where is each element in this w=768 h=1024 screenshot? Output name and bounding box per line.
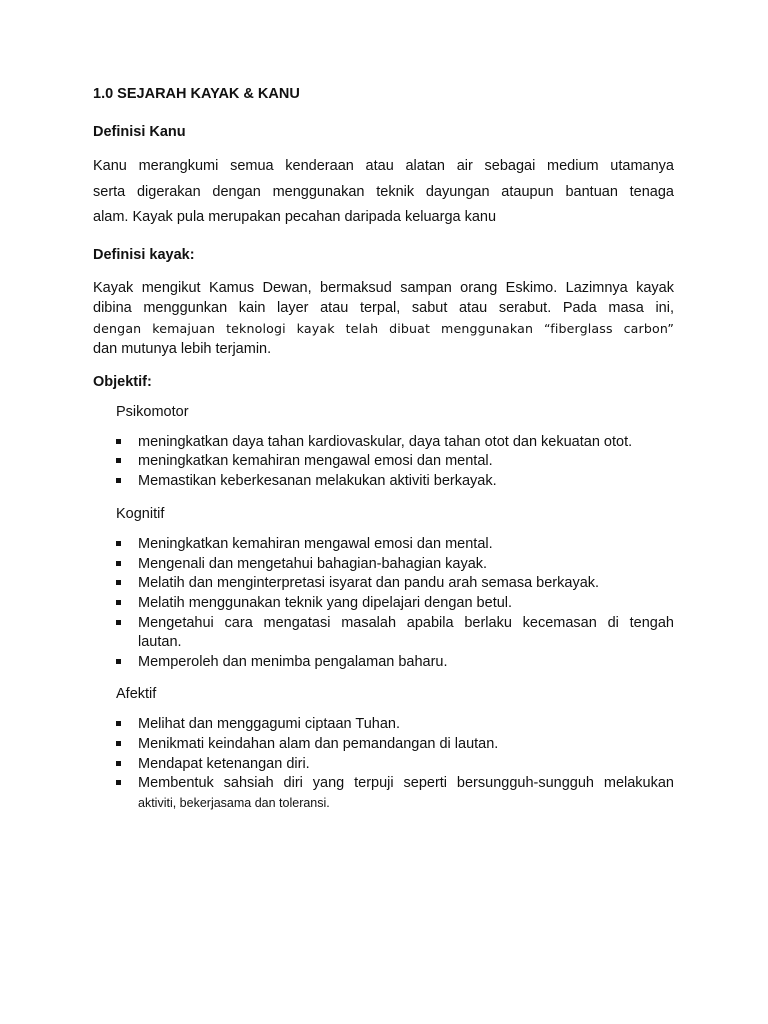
bullet-square-icon xyxy=(116,780,121,785)
bullet-square-icon xyxy=(116,761,121,766)
list-afektif xyxy=(93,715,674,813)
list-item: Menikmati keindahan alam dan pemandangan di lautan. xyxy=(116,735,674,755)
paragraph-line: dibina menggunkan kain layer atau terpal, sabut atau serabut. Pada masa ini, xyxy=(93,300,674,316)
bullet-square-icon xyxy=(116,439,121,444)
subheading-afektif: Afektif xyxy=(116,686,157,703)
bullet-square-icon xyxy=(116,620,121,625)
paragraph-line: serta digerakan dengan menggunakan teknik dayungan ataupun bantuan tenaga xyxy=(93,183,674,200)
paragraph-line: alam. Kayak pula merupakan pecahan daripada keluarga kanu xyxy=(93,209,497,225)
list-kognitif xyxy=(93,535,674,672)
subheading-psikomotor: Psikomotor xyxy=(116,403,189,420)
bullet-square-icon xyxy=(116,561,121,566)
bullet-square-icon xyxy=(116,721,121,726)
bullet-square-icon xyxy=(116,458,121,463)
list-item: meningkatkan kemahiran mengawal emosi dan mental. xyxy=(116,452,674,472)
list-psikomotor xyxy=(93,433,674,492)
list-item: Memperoleh dan menimba pengalaman baharu. xyxy=(116,653,674,673)
document-title: 1.0 SEJARAH KAYAK & KANU xyxy=(93,86,300,102)
heading-objektif: Objektif: xyxy=(93,373,152,390)
list-item: Melatih menggunakan teknik yang dipelajari dengan betul. xyxy=(116,594,674,614)
list-item: Mengenali dan mengetahui bahagian-bahagian kayak. xyxy=(116,555,674,575)
bullet-square-icon xyxy=(116,600,121,605)
bullet-square-icon xyxy=(116,659,121,664)
heading-definisi-kayak: Definisi kayak: xyxy=(93,246,195,263)
paragraph-line: Kayak mengikut Kamus Dewan, bermaksud sampan orang Eskimo. Lazimnya kayak xyxy=(93,279,674,296)
heading-definisi-kanu: Definisi Kanu xyxy=(93,124,186,140)
bullet-square-icon xyxy=(116,580,121,585)
document-body xyxy=(93,86,674,813)
list-item: Mengetahui cara mengatasi masalah apabila berlaku kecemasan di tengah lautan. xyxy=(116,614,674,653)
paragraph-line: dengan kemajuan teknologi kayak telah dibuat menggunakan “fiberglass carbon” xyxy=(93,320,674,336)
bullet-square-icon xyxy=(116,541,121,546)
paragraph-definisi-kanu xyxy=(93,154,674,231)
list-item: Membentuk sahsiah diri yang terpuji seperti bersungguh-sungguh melakukan aktiviti, bekerjasama dan toleransi. xyxy=(116,774,674,813)
list-item: Melihat dan menggagumi ciptaan Tuhan. xyxy=(116,715,674,735)
list-item: Memastikan keberkesanan melakukan aktiviti berkayak. xyxy=(116,472,674,492)
paragraph-line: Kanu merangkumi semua kenderaan atau alatan air sebagai medium utamanya xyxy=(93,158,674,174)
subheading-kognitif: Kognitif xyxy=(116,506,165,523)
list-item: Mendapat ketenangan diri. xyxy=(116,755,674,775)
paragraph-definisi-kayak xyxy=(93,278,674,360)
paragraph-line: dan mutunya lebih terjamin. xyxy=(93,341,272,357)
bullet-square-icon xyxy=(116,741,121,746)
bullet-square-icon xyxy=(116,478,121,483)
list-item: Melatih dan menginterpretasi isyarat dan pandu arah semasa berkayak. xyxy=(116,574,674,594)
list-item: meningkatkan daya tahan kardiovaskular, daya tahan otot dan kekuatan otot. xyxy=(116,433,674,453)
list-item: Meningkatkan kemahiran mengawal emosi dan mental. xyxy=(116,535,674,555)
